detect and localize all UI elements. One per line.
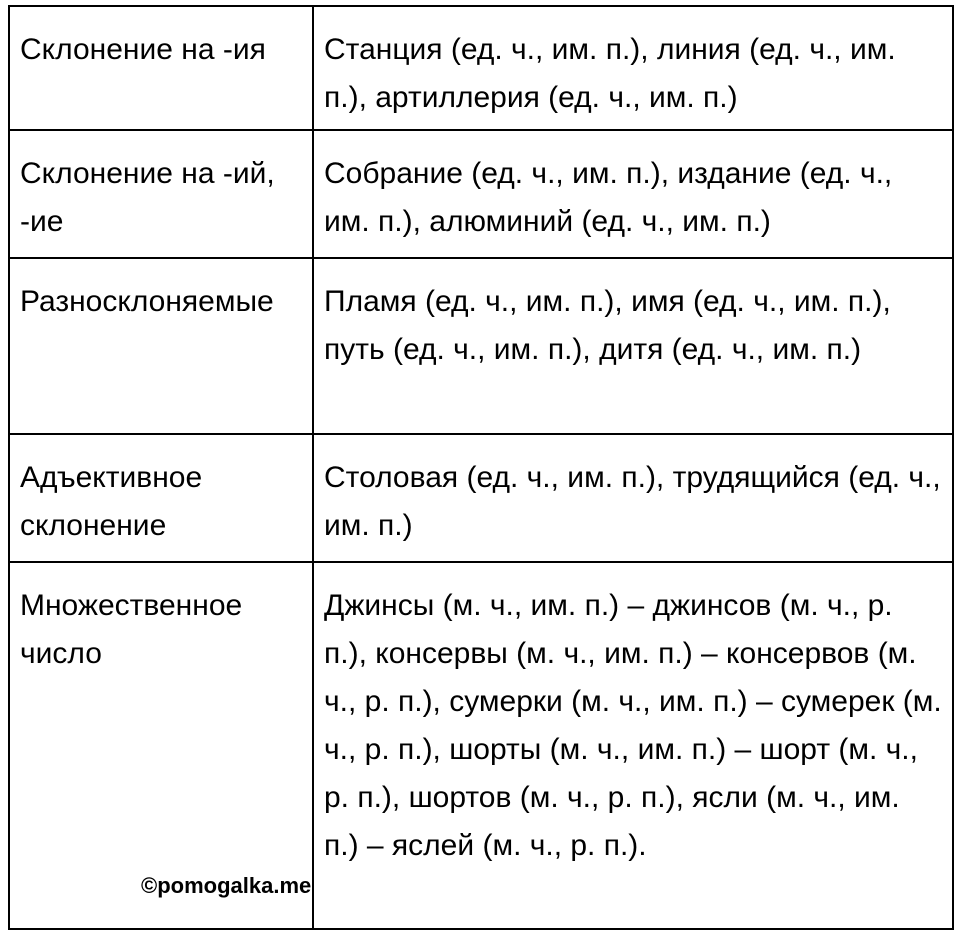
- declension-type-cell: Склонение на -ий, -ие: [9, 130, 313, 258]
- examples-cell: Столовая (ед. ч., им. п.), трудящийся (ед. ч., им. п.): [313, 434, 953, 562]
- table-row: [9, 130, 953, 258]
- table-row: [9, 434, 953, 562]
- watermark: ©pomogalka.me: [141, 873, 312, 898]
- declension-type-cell: Множественное число: [9, 562, 313, 929]
- examples-cell: Станция (ед. ч., им. п.), линия (ед. ч., им. п.), артиллерия (ед. ч., им. п.): [313, 6, 953, 130]
- declension-table: [8, 5, 954, 930]
- examples-cell: Джинсы (м. ч., им. п.) – джинсов (м. ч., р. п.), консервы (м. ч., им. п.) – консервов (м. ч., р. п.), сумерки (м. ч., им. п.) – сумерек (м. ч., р. п.), шорты (м. ч., им. п.) – шорт (м. ч., р. п.), шортов (м. ч., р. п.), ясли (м. ч., им. п.) – яслей (м. ч., р. п.).: [313, 562, 953, 929]
- examples-cell: Пламя (ед. ч., им. п.), имя (ед. ч., им. п.), путь (ед. ч., им. п.), дитя (ед. ч., им. п.): [313, 258, 953, 434]
- table-row: [9, 258, 953, 434]
- declension-type-cell: Разносклоняемые: [9, 258, 313, 434]
- declension-type-cell: Адъективное склонение: [9, 434, 313, 562]
- table-row: [9, 6, 953, 130]
- examples-cell: Собрание (ед. ч., им. п.), издание (ед. ч., им. п.), алюминий (ед. ч., им. п.): [313, 130, 953, 258]
- declension-type-cell: Склонение на -ия: [9, 6, 313, 130]
